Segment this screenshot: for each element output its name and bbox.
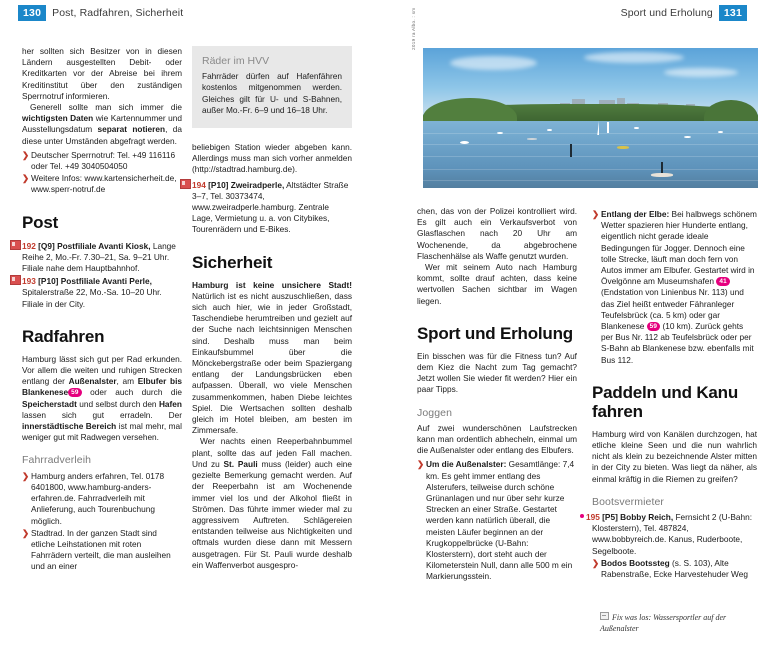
section-heading-post: Post <box>22 212 59 232</box>
paragraph-jogging: Auf zwei wunderschönen Laufstrecken kann man ordentlich abhecheln, einmal um die Außenalster oder entlang des Elbufers. <box>417 422 577 456</box>
chevron-right-icon: ❯ <box>22 173 30 184</box>
poi-entry: 192 [Q9] Postfiliale Avanti Kiosk, Lange Reihe 2, Mo.-Fr. 7.30–21, Sa. 9–21 Uhr. Filiale nahe dem Hauptbahnhof. <box>22 240 182 275</box>
info-box-title: Räder im HVV <box>202 55 270 67</box>
text-column-1 <box>22 46 182 574</box>
paragraph-reeperbahn: Wer nachts einen Reeperbahnbummel plant, sollte das auf jeden Fall machen. Und zu St. Pauli muss (leider) auch eine gezielte Bemerkung gemacht werden. Auf der Reeperbahn ist am Wochenende immer viel los und der Alkohol fließt in Strömen. Das führte immer wieder mal zu aggressivem Auftreten. Schlägereien entstanden teilweise aus Nichtigkeiten und oftmals wurden diese dann mit Messern ausgetragen. Für St. Pauli wurde deshalb ein Waffenverbot ausgespro- <box>192 436 353 570</box>
chevron-right-icon: ❯ <box>592 209 600 219</box>
camera-icon <box>600 612 609 620</box>
kayak <box>527 138 537 140</box>
chevron-right-icon: ❯ <box>22 149 30 160</box>
emergency-contacts-list <box>22 150 182 196</box>
sailboat <box>607 122 609 133</box>
text-column-3 <box>417 206 577 584</box>
map-reference-badge: 41 <box>716 277 730 286</box>
post-poi-list <box>22 240 182 310</box>
chevron-right-icon: ❯ <box>417 459 425 470</box>
map-reference-badge: 59 <box>647 322 661 331</box>
subheading-joggen: Joggen <box>417 406 453 419</box>
running-title-right: Sport und Erholung <box>620 7 713 19</box>
list-item: ❯ Deutscher Sperrnotruf: Tel. +49 116116 oder Tel. +49 3040504050 <box>22 149 176 172</box>
section-heading-sicherheit: Sicherheit <box>192 252 273 272</box>
subheading-fahrradverleih: Fahrradverleih <box>22 454 92 467</box>
map-pin-icon <box>10 275 21 285</box>
paragraph-paddling: Hamburg wird von Kanälen durchzogen, hat etliche kleine Seen und die nun wahrlich nicht als klein zu bezeichnende Alster mitten in der City zu bieten. Was liegt da näher, als einmal kräftig in die Riemen zu greifen? <box>592 428 757 484</box>
running-head-left <box>18 0 183 26</box>
text-column-2 <box>192 46 352 571</box>
paragraph-credit-cards: her sollten sich Besitzer von in diesen Ländern ausgestellten Debit- oder Kreditkarten vor der Abreise bei ihrem Kreditinstitut über den zuständigen Sperrnotruf informieren. <box>22 46 182 101</box>
boat <box>718 131 723 133</box>
map-reference-badge: 59 <box>68 388 82 397</box>
list-item: ❯ Um die Außenalster: Gesamtlänge: 7,4 km. Es geht immer entlang des Alsterufers, teilweise durch schöne Grünanlagen und nur über sehr kurze Strecken an einer Straße. Gestartet werden kann natürlich überall, die meisten Läufer beginnen an der Krugkoppelbrücke (U-Bahn: Klosterstern), dort steht auch der Kilometerstein Null, dann alle 500 m ein Markierungsstein. <box>417 459 575 582</box>
boat <box>460 141 469 144</box>
chevron-right-icon: ❯ <box>22 470 30 481</box>
boat <box>497 132 503 134</box>
boat <box>684 136 691 138</box>
paddler-silhouette <box>570 144 572 157</box>
elbe-route-list <box>592 209 757 366</box>
subheading-bootsvermieter: Bootsvermieter <box>592 495 665 508</box>
boat <box>634 127 639 129</box>
paragraph-cycling: Hamburg lässt sich gut per Rad erkunden. Vor allem die weiten und ruhigen Strecken entlang der Außenalster, am Elbufer bis Blankenese 59 oder auch durch die Speicherstadt und selbst durch den Hafen lassen sich gut erradeln. Der innerstädtische Bereich ist mal mehr, mal weniger gut mit Radwegen versehen. <box>22 353 183 443</box>
paddleboard <box>651 173 673 177</box>
paragraph-car-safety: Wer mit seinem Auto nach Hamburg kommt, sollte drauf achten, dass keine wertvollen Sachen sichtbar im Wagen liegen. <box>417 262 577 306</box>
running-title-left: Post, Radfahren, Sicherheit <box>52 7 184 19</box>
chevron-right-icon: ❯ <box>22 527 30 538</box>
list-item: ❯ Entlang der Elbe: Bei halbwegs schönem Wetter spazieren hier Hunderte entlang, eigentlich nicht gerade ideale Bedingungen für Jogger. Dennoch eine tolle Strecke, läuft man doch fern von Autos immer am Elbufer. Gestartet wird in Övelgönne am Museumshafen 41 (Endstation von Linienbus Nr. 113) und das Ziel heißt entweder Fähranleger Teufelsbrück (ca. 5 km) oder gar Blankenese 59 (10 km). Zurück gehts per Bus Nr. 112 ab Teufelsbrück oder per S-Bahn ab Blankenese bzw. ebenfalls mit Bus 112. <box>592 209 757 365</box>
running-head-right <box>621 0 747 26</box>
chevron-right-icon: ❯ <box>592 557 600 568</box>
poi-entry: 195 [P5] Bobby Reich, Fernsicht 2 (U-Bahn: Klosterstern), Tel. 487824, www.bobbyreich.de. Kanus, Ruderboote, Segelboote. <box>592 512 757 557</box>
map-pin-icon <box>10 240 21 250</box>
bike-shop-poi-list <box>192 179 352 236</box>
photo-image <box>423 48 758 188</box>
poi-entry: 194 [P10] Zweiradperle, Altstädter Straße 3–7, Tel. 30373474, www.zweiradperle.hamburg. Zentrale Lage, Vermietung u. a. von Citybikes, Tourenrädern und E-Bikes. <box>192 179 352 236</box>
section-heading-radfahren: Radfahren <box>22 326 105 346</box>
list-item: ❯ Weitere Infos: www.kartensicherheit.de, www.sperr-notruf.de <box>22 173 177 195</box>
list-item: ❯ Hamburg anders erfahren, Tel. 0178 6401800, www.hamburg-anders-erfahren.de. Fahrradverleih mit Anlieferung, auch Tourenbuchung möglich. <box>22 470 165 526</box>
info-box-raeder-im-hvv <box>192 46 352 128</box>
paragraph-safety: Hamburg ist keine unsichere Stadt! Natürlich ist es nicht auszuschließen, dass sich auch hier, wie in jeder Großstadt, Taschendiebe herumtreiben und gezielt auf der Suche nach leichtsinnigen Menschen sind. Deshalb muss man beim Einkaufsbummel über die Mönckebergstraße oder beim Spaziergang entlang der Landungsbrücken eben aufpassen. Überall, wo viele Menschen zusammenkommen, haben Diebe leichtes Spiel. Die Wertsachen sollten deshalb gleich im Hotel bleiben, am besten im Zimmersafe. <box>192 279 352 436</box>
kayak <box>617 146 629 149</box>
jogging-routes-list <box>417 459 577 582</box>
poi-entry: 193 [P10] Postfiliale Avanti Perle, Spitalerstraße 22, Mo.-Sa. 10–20 Uhr. Filiale in der City. <box>22 275 182 310</box>
map-pin-icon <box>180 179 191 189</box>
map-dot-icon <box>580 514 584 518</box>
page-number-right: 131 <box>719 5 747 22</box>
boat-rental-list <box>586 512 757 580</box>
photo-credit: 2019 ra Albo. : sm <box>411 7 416 50</box>
paragraph-weapons-ban: chen, das von der Polizei kontrolliert wird. Es gilt auch ein Verkaufsverbot von Glasflaschen nach 20 Uhr am Wochenende, da abgebrochene Flaschenhälse als Waffe genutzt wurden. <box>417 206 577 261</box>
list-item: ❯ Bodos Bootssteg (s. S. 103), Alte Rabenstraße, Ecke Harvestehuder Weg <box>592 557 748 580</box>
boat <box>547 129 552 131</box>
water-region <box>423 121 758 188</box>
photo-caption: Fix was los: Wassersportler auf der Außenalster <box>600 613 727 633</box>
text-column-4 <box>586 206 757 581</box>
list-item: ❯ Stadtrad. In der ganzen Stadt sind etliche Leihstationen mit roten Fahrrädern verteilt, die man ausleihen und an einer <box>22 527 171 572</box>
paragraph-sport-intro: Ein bisschen was für die Fitness tun? Auf dem Kiez die Nacht zum Tag gemacht? Jetzt wollen Sie wieder fit werden? Hier ein paar Tipps. <box>417 350 577 395</box>
bike-rental-list <box>22 471 182 573</box>
paragraph-stadtrad-continued: beliebigen Station wieder abgeben kann. Allerdings muss man sich vorher anmelden (http://stadtrad.hamburg.de). <box>192 142 352 175</box>
info-box-text: Fahrräder dürfen auf Hafenfähren kostenlos mitgenommen werden. Gleiches gilt für U- und S-Bahnen, außer Mo.-Fr. 6–9 und 16–18 Uhr. <box>202 71 342 115</box>
section-heading-sport: Sport und Erholung <box>417 323 573 343</box>
section-heading-paddeln: Paddeln und Kanu fahren <box>592 382 739 421</box>
page-number-left: 130 <box>18 5 46 22</box>
paragraph-important-data: Generell sollte man sich immer die wichtigsten Daten wie Kartennummer und Ausstellungsdatum separat notieren, da diese unter Umständen abgefragt werden. <box>22 102 182 146</box>
